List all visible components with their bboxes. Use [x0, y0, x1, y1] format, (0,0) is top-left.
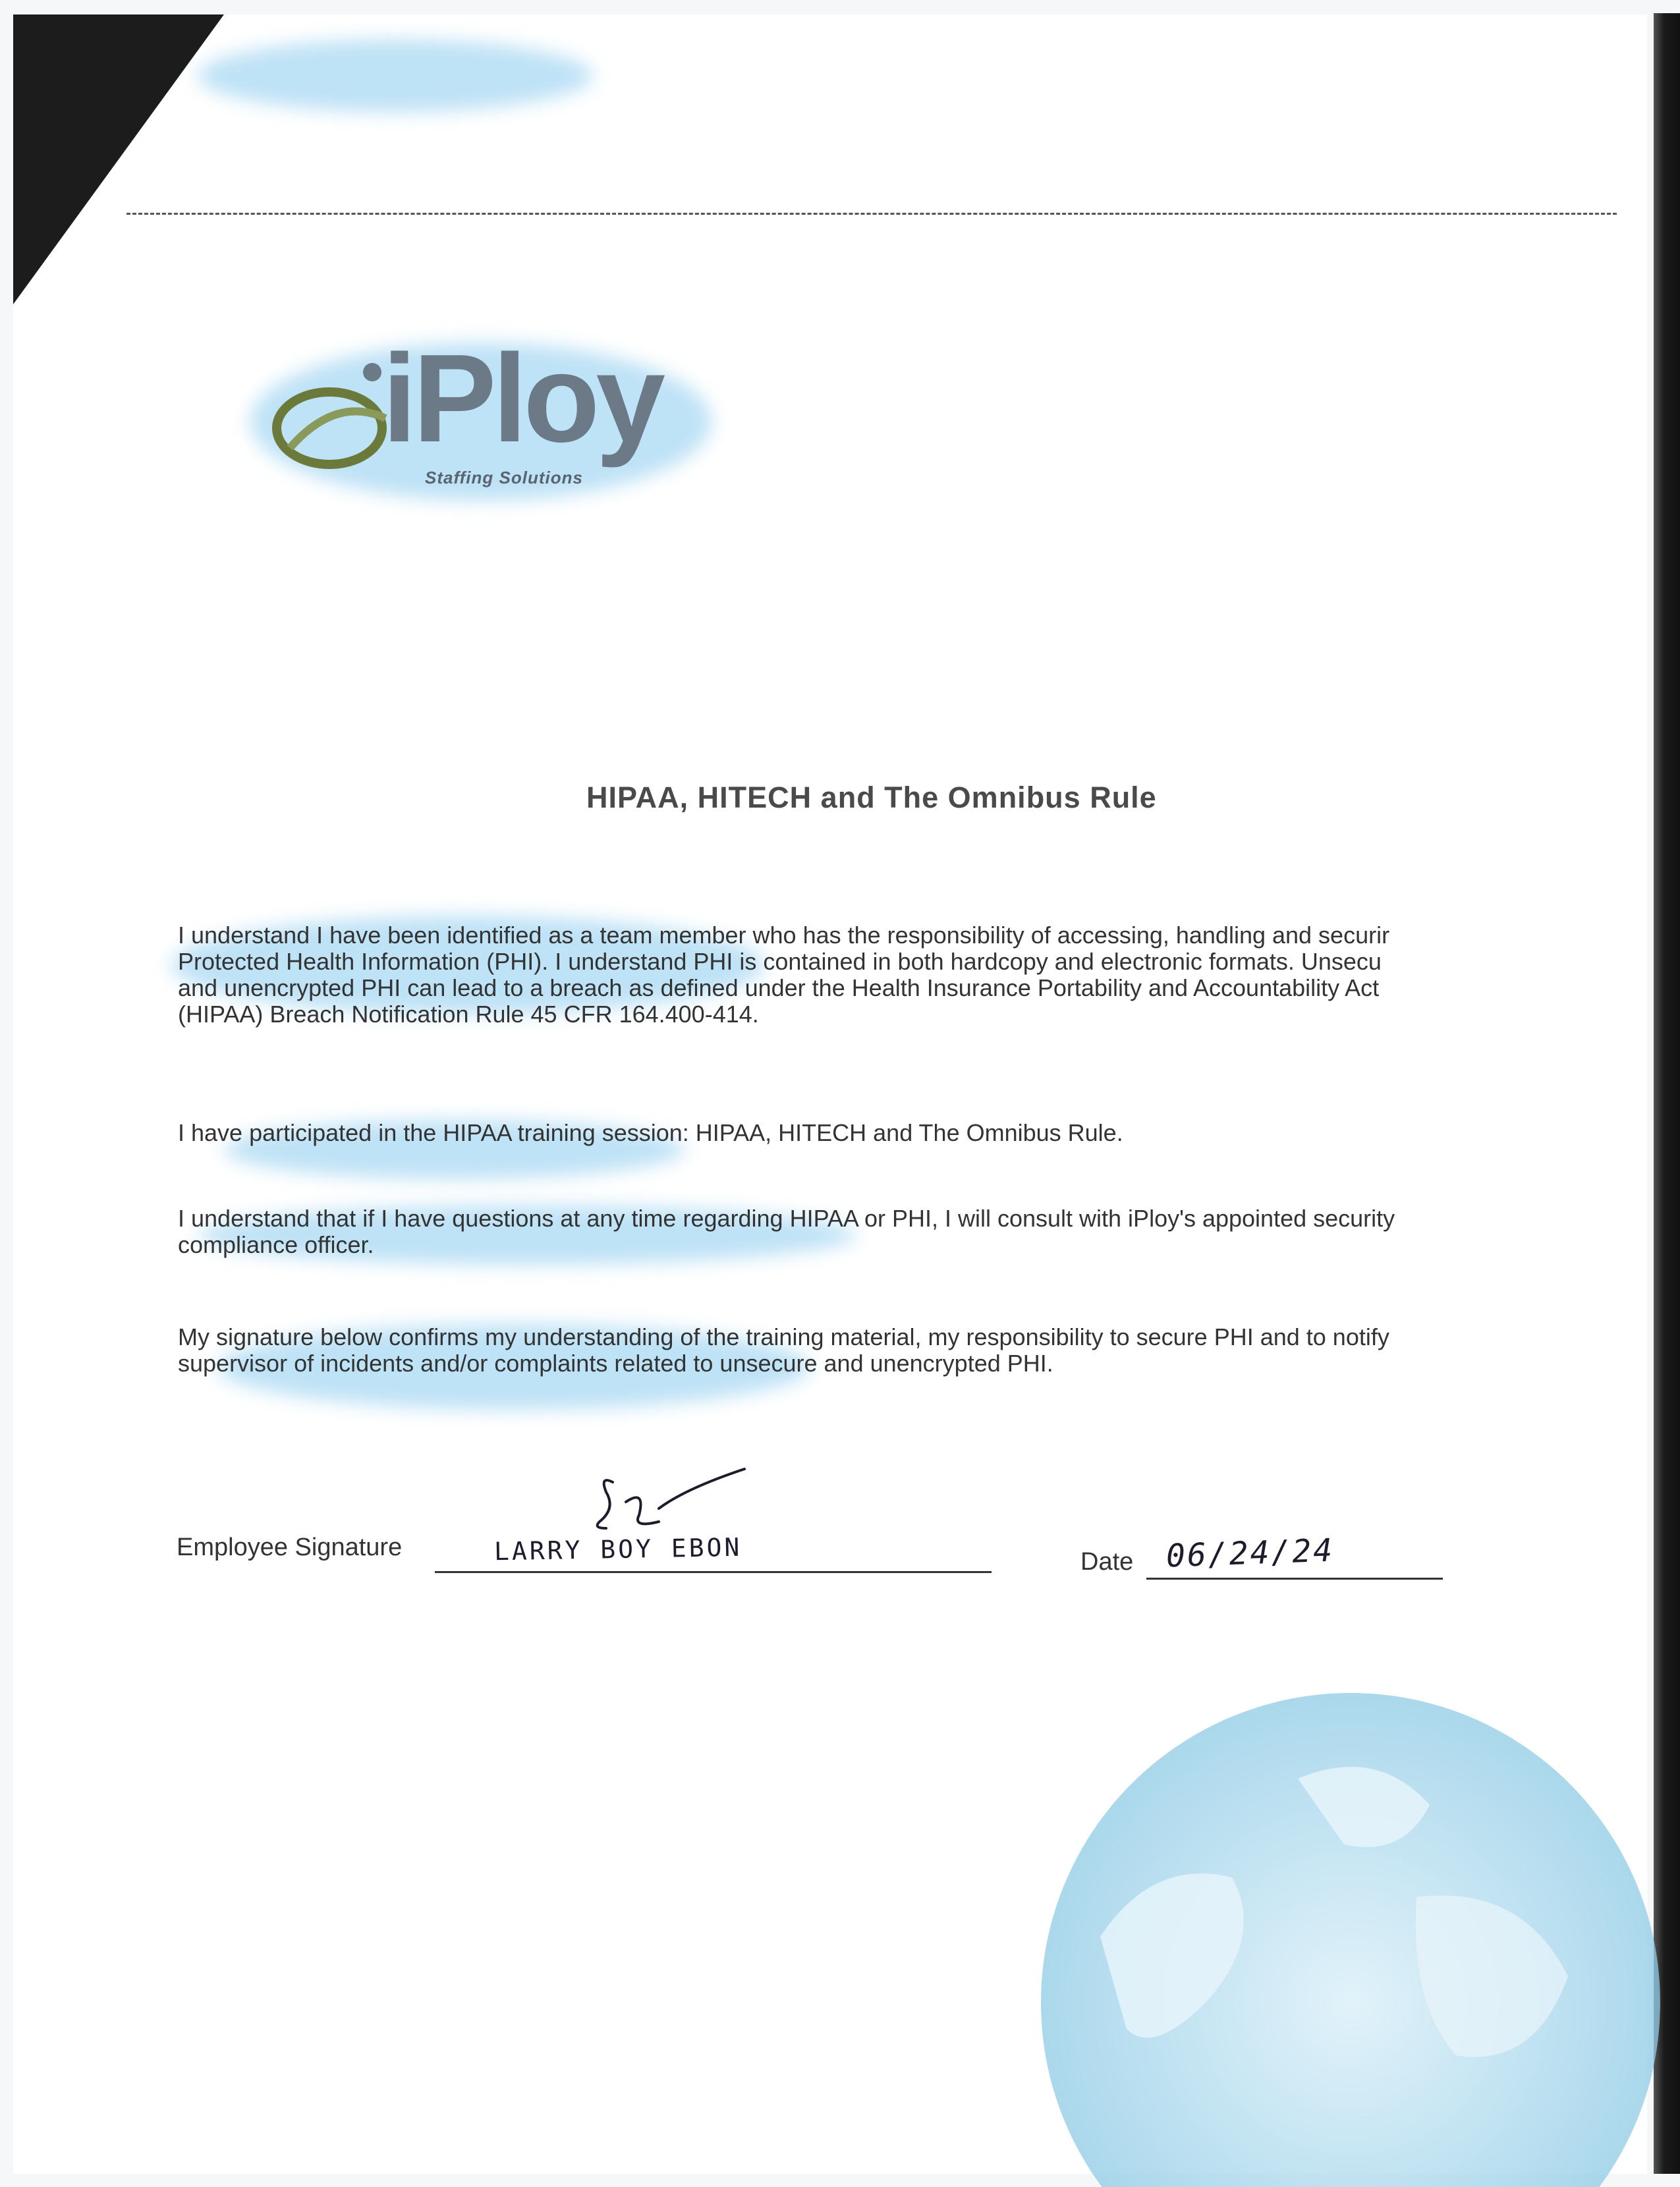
logo-brand-text: iPloy	[382, 329, 662, 468]
date-line	[1146, 1578, 1443, 1580]
top-dashed-rule	[126, 213, 1617, 215]
employee-signature-label: Employee Signature	[177, 1534, 403, 1561]
logo-swoosh-icon	[264, 356, 395, 474]
logo-tagline: Staffing Solutions	[425, 468, 583, 487]
paragraph-responsibility: I understand I have been identified as a team member who has the responsibility of accessing, handling and securir Protected Health Information (PHI). I understand PHI is contained in both hardcopy and electronic formats. Unsecu and unencrypted PHI can lead to a breach as defined under the Health Insurance Portability and Accountability Act (HIPAA) Breach Notification Rule 45 CFR 164.400-414.	[178, 922, 1390, 1028]
printed-employee-name: LARRY BOY EBON	[493, 1532, 742, 1566]
ink-smudge	[198, 40, 593, 112]
folded-corner	[13, 14, 224, 304]
handwritten-signature	[586, 1462, 784, 1541]
date-label: Date	[1080, 1548, 1134, 1576]
globe-watermark-icon	[955, 1660, 1680, 2187]
paragraph-questions: I understand that if I have questions at any time regarding HIPAA or PHI, I will consult with iPloy's appointed security compliance officer.	[178, 1205, 1395, 1258]
paragraph-training: I have participated in the HIPAA training session: HIPAA, HITECH and The Omnibus Rule.	[178, 1120, 1123, 1146]
document-title: HIPAA, HITECH and The Omnibus Rule	[586, 781, 1157, 814]
company-logo	[250, 329, 712, 501]
date-value: 06/24/24	[1165, 1532, 1335, 1575]
paragraph-confirmation: My signature below confirms my understanding of the training material, my responsibility to secure PHI and to notify supervisor of incidents and/or complaints related to unsecure and unencrypted PHI.	[178, 1324, 1389, 1377]
signature-line	[435, 1571, 992, 1573]
